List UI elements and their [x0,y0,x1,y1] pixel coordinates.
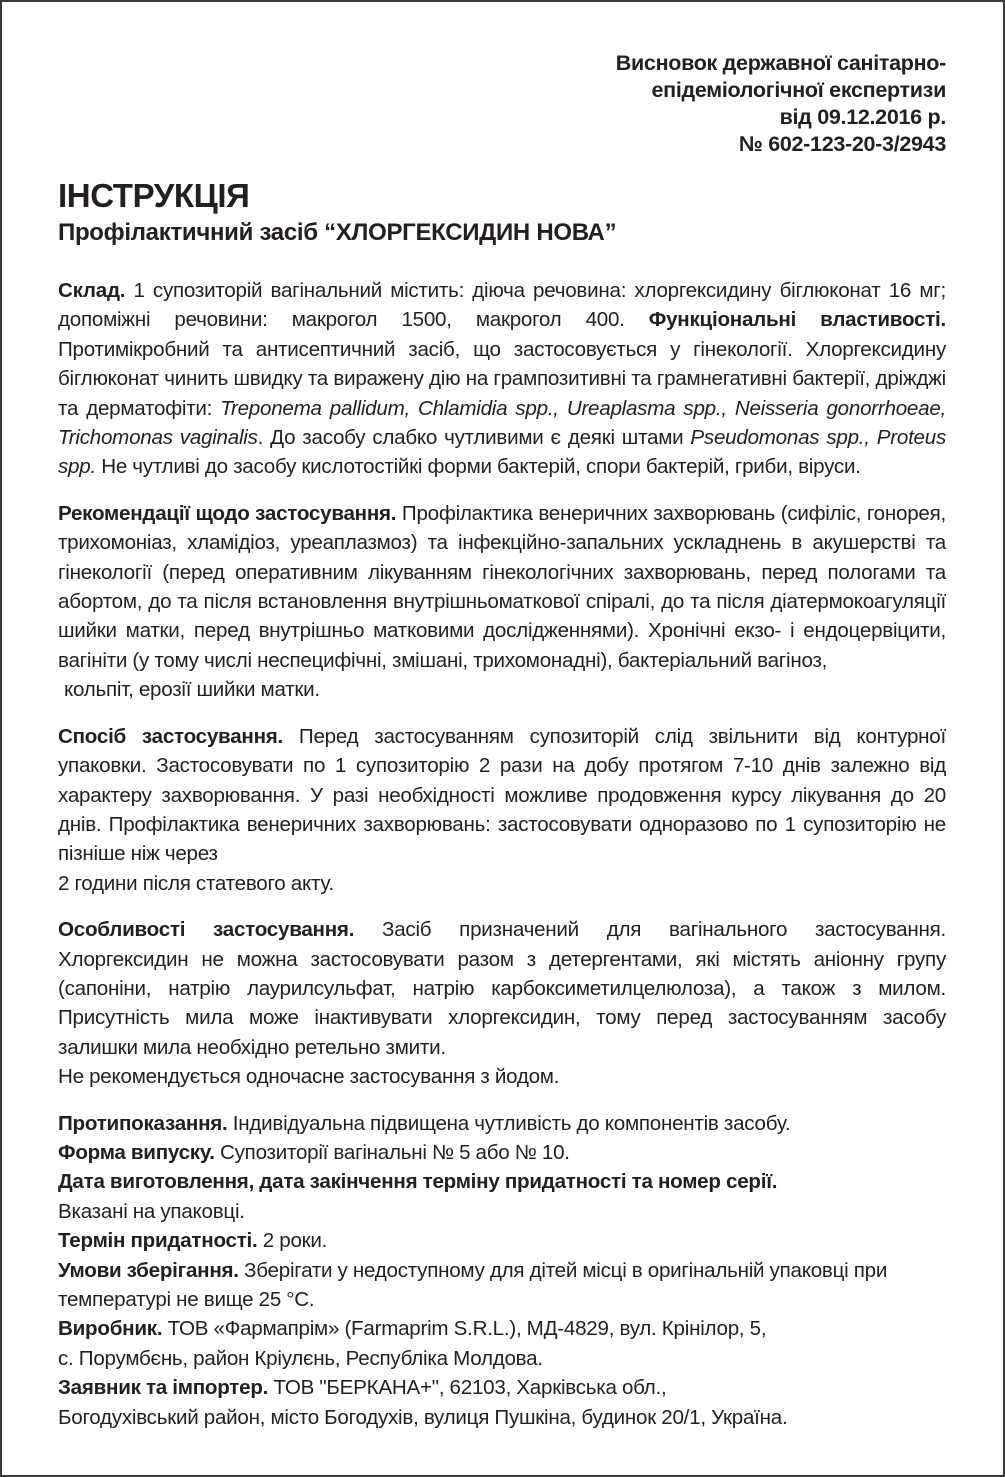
certificate-header-line-4: № 602-123-20-3/2943 [738,132,946,156]
section-recommendations [58,499,946,675]
text-usage-features-last-line: Не рекомендується одночасне застосування з йодом. [58,1065,560,1089]
species-list-1: Treponema pallidum, Chlamidia spp., Ureaplasma spp., Neisseria gonorrhoeae, Trichomonas vaginalis [58,396,947,450]
certificate-header [58,2,946,158]
text-usage-method: Перед застосуванням супозиторій слід звільнити від контурної упаковки. Застосовувати по 1 супозиторію 2 рази на добу протягом 7-10 днів залежно від характеру захворювання. У разі необхідності можливе продовження курсу лікування до 20 днів. Профілактика венеричних захворювань: застосовувати одноразово по 1 супозиторію не пізніше ніж через [58,724,946,866]
text-usage-features: Засіб призначений для вагінального застосування. Хлоргексидин не можна застосовувати разом з детергентами, які містять аніонну групу (сапоніни, натрію лаурилсульфат, натрію карбоксиметилцелюлоза), а також з милом. Присутність мила може інактивувати хлоргексидин, тому перед застосуванням засобу залишки мила необхідно ретельно змити. [58,918,947,1059]
section-usage-method-tail [58,869,946,898]
text-applicant: ТОВ "БЕРКАНА+", 62103, Харківська обл., [268,1376,667,1400]
instruction-body [58,276,946,1432]
text-functional-properties-1: Протимікробний та антисептичний засіб, що застосовується у гінекології. Хлоргексидину біглюконат чинить швидку та виражену дію на грампозитивні та грамнегативні бактерії, дріжджі та дерматофіти: [58,337,946,420]
page-title: ІНСТРУКЦІЯ [58,177,250,214]
certificate-header-line-3: від 09.12.2016 р. [779,105,946,129]
text-manufacture-date: Вказані на упаковці. [58,1199,245,1223]
text-manufacturer-address: с. Порумбєнь, район Кріулєнь, Республіка Молдова. [58,1346,543,1370]
species-list-2: Pseudomonas spp., Proteus spp. [58,426,946,479]
text-applicant-address: Богодухівський район, місто Богодухів, вулиця Пушкіна, будинок 20/1, Україна. [58,1405,788,1429]
label-dosage-form: Форма випуску. [58,1140,215,1164]
section-manufacture-date [58,1167,946,1196]
page-content [58,2,946,1432]
section-manufacture-date-value [58,1197,946,1226]
text-functional-properties-2: . До засобу слабко чутливими є деякі штами [257,426,691,450]
text-shelf-life: 2 роки. [257,1229,328,1253]
section-storage [58,1256,946,1315]
section-manufacturer [58,1314,946,1343]
text-composition: 1 супозиторій вагінальний містить: діюча речовина: хлоргексидину біглюконат 16 мг; допоміжні речовини: макрогол 1500, макрогол 400. [58,279,946,332]
certificate-header-line-2: епідеміологічної експертизи [651,78,946,102]
text-usage-method-last-line: 2 години після статевого акту. [58,871,334,895]
text-functional-properties-3: Не чутливі до засобу кислотостійкі форми бактерій, спори бактерій, гриби, віруси. [95,455,861,479]
text-recommendations-last-line: кольпіт, ерозії шийки матки. [64,678,320,702]
label-usage-features: Особливості застосування. [58,918,355,942]
section-applicant-address [58,1403,946,1432]
section-contraindications [58,1109,946,1138]
text-recommendations: Профілактика венеричних захворювань (сифіліс, гонорея, трихомоніаз, хламідіоз, уреаплазмоз) та інфекційно-запальних ускладнень в акушерстві та гінекології (перед оперативним лікуванням гінекологічних захворювань, перед пологами та абортом, до та після встановлення внутрішньоматкової спіралі, до та після діатермокоагуляції шийки матки, перед внутрішньо матковими дослідженнями). Хронічні екзо- і ендоцервіцити, вагініти (у тому числі неспецифічні, змішані, трихомонадні), бактеріальний вагіноз, [58,501,946,672]
text-dosage-form: Супозиторії вагінальні № 5 або № 10. [214,1140,570,1164]
label-recommendations: Рекомендації щодо застосування. [58,501,397,525]
label-applicant: Заявник та імпортер. [58,1376,269,1400]
label-manufacturer: Виробник. [58,1317,163,1341]
section-dosage-form [58,1138,946,1167]
text-contraindications: Індивідуальна підвищена чутливість до компонентів засобу. [227,1111,791,1135]
label-composition: Склад. [58,279,126,302]
label-manufacture-date: Дата виготовлення, дата закінчення терміну придатності та номер серії. [58,1170,778,1194]
label-usage-method: Спосіб застосування. [58,724,284,748]
product-subtitle: Профілактичний засіб “ХЛОРГЕКСИДИН НОВА” [58,219,617,246]
text-storage: Зберігати у недоступному для дітей місці в оригінальній упаковці при температурі не вище 25 °С. [58,1258,888,1311]
section-composition [58,276,946,482]
label-contraindications: Протипоказання. [58,1111,228,1135]
section-manufacturer-address [58,1344,946,1373]
label-shelf-life: Термін придатності. [58,1229,258,1253]
section-usage-features-tail [58,1062,946,1091]
section-usage-method [58,722,946,869]
certificate-header-line-1: Висновок державної санітарно- [615,51,946,75]
section-recommendations-tail [58,675,946,704]
section-usage-features [58,915,946,1062]
text-manufacturer: ТОВ «Фармапрім» (Farmaprim S.R.L.), МД-4829, вул. Крінілор, 5, [162,1317,767,1341]
label-storage: Умови зберігання. [58,1258,239,1282]
section-applicant [58,1373,946,1402]
label-functional-properties: Функціональні властивості. [648,308,946,332]
section-shelf-life [58,1226,946,1255]
